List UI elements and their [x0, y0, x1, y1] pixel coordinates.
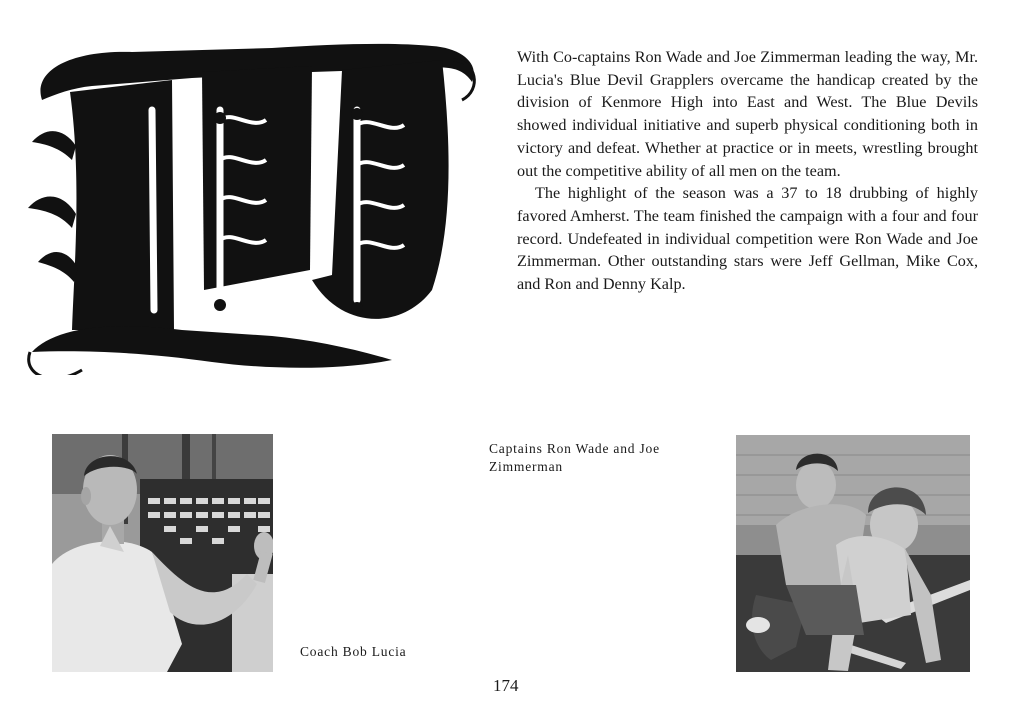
dropcap-w	[12, 30, 482, 375]
captains-photo	[736, 435, 970, 672]
article-paragraph: With Co-captains Ron Wade and Joe Zimmerman leading the way, Mr. Lucia's Blue Devil Grapplers overcame the handicap created by the division of Kenmore High into East and West. The Blue Devils showed individual initiative and superb physical conditioning both in victory and defeat. Whether at practice or in meets, wrestling brought out the competitive ability of all men on the team.	[517, 48, 978, 180]
captains-photo-caption: Captains Ron Wade and Joe Zimmerman	[489, 441, 660, 474]
coach-photo-caption: Coach Bob Lucia	[300, 644, 407, 659]
page-number: 174	[493, 676, 519, 695]
coach-photo	[52, 434, 273, 672]
article-body	[517, 46, 978, 296]
dropcap-w-graphic	[12, 30, 482, 375]
coach-photo-image	[52, 434, 273, 672]
captains-photo-image	[736, 435, 970, 672]
article-paragraph: The highlight of the season was a 37 to 18 drubbing of highly favored Amherst. The team finished the campaign with a four and four record. Undefeated in individual competition were Ron Wade and Joe Zimmerman. Other outstanding stars were Jeff Gellman, Mike Cox, and Ron and Denny Kalp.	[517, 184, 978, 294]
